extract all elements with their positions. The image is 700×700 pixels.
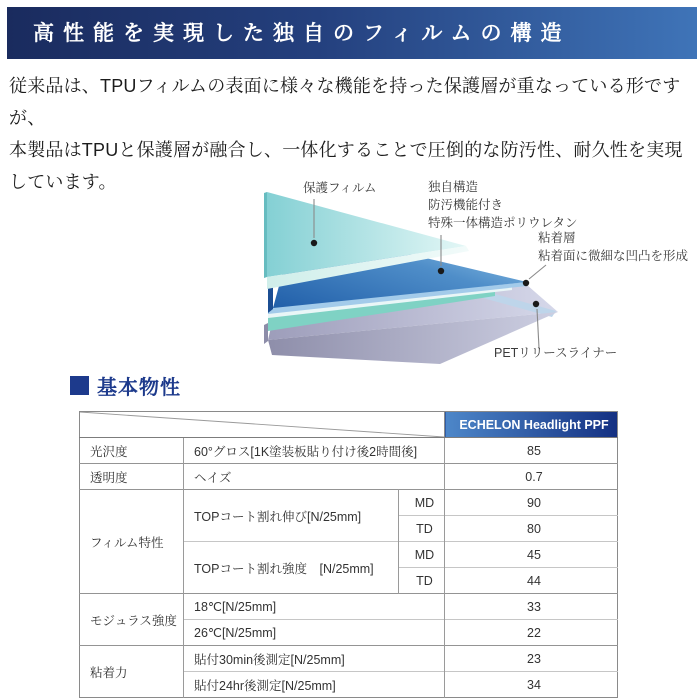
film-stack-diagram (0, 165, 700, 380)
spec-value-cell: 22 (445, 620, 618, 646)
spec-value-cell: 34 (445, 672, 618, 698)
label-protective-film: 保護フィルム (303, 181, 377, 195)
table-row (80, 646, 618, 672)
table-row (80, 490, 618, 516)
spec-value-cell: 45 (445, 542, 618, 568)
spec-sub-cell: MD (399, 542, 445, 568)
top-film-left-edge (264, 192, 267, 278)
spec-category-cell: 粘着力 (80, 646, 184, 698)
label-adhesive-line2: 粘着面に微細な凹凸を形成 (538, 249, 689, 263)
spec-item-cell: 26℃[N/25mm] (184, 620, 445, 646)
spec-value-cell: 33 (445, 594, 618, 620)
label-pet-liner: PETリリースライナー (494, 346, 618, 360)
spec-item-cell: 貼付30min後測定[N/25mm] (184, 646, 445, 672)
product-column-header: ECHELON Headlight PPF (445, 412, 618, 438)
spec-value-cell: 85 (445, 438, 618, 464)
spec-table (79, 411, 618, 698)
spec-item-cell: TOPコート割れ伸び[N/25mm] (184, 490, 399, 542)
spec-value-cell: 0.7 (445, 464, 618, 490)
callout-dot (438, 268, 444, 274)
section-heading (70, 371, 181, 400)
table-row (80, 438, 618, 464)
spec-sub-cell: MD (399, 490, 445, 516)
liner-left-edge (264, 323, 268, 344)
label-structure-line1: 独自構造 (428, 180, 479, 194)
spec-value-cell: 44 (445, 568, 618, 594)
diagonal-line (80, 412, 444, 437)
table-row (80, 594, 618, 620)
table-row (80, 464, 618, 490)
section-heading-label: 基本物性 (97, 377, 181, 399)
square-bullet-icon (70, 376, 89, 395)
label-structure-line3: 特殊一体構造ポリウレタン (428, 216, 578, 230)
callout-dot (533, 301, 539, 307)
spec-value-cell: 80 (445, 516, 618, 542)
section-banner-title: 高性能を実現した独自のフィルムの構造 (7, 7, 697, 59)
spec-item-cell: 貼付24hr後測定[N/25mm] (184, 672, 445, 698)
spec-item-cell: TOPコート割れ強度 [N/25mm] (184, 542, 399, 594)
spec-category-cell: 光沢度 (80, 438, 184, 464)
spec-category-cell: モジュラス強度 (80, 594, 184, 646)
callout-line (529, 265, 546, 279)
label-adhesive-line1: 粘着層 (538, 231, 576, 245)
callout-dot (311, 240, 317, 246)
label-structure-line2: 防汚機能付き (428, 198, 504, 212)
spec-category-cell: フィルム特性 (80, 490, 184, 594)
spec-item-cell: 18℃[N/25mm] (184, 594, 445, 620)
callout-dot (523, 280, 529, 286)
intro-line: 従来品は、TPUフィルムの表面に様々な機能を持った保護層が重なっている形ですが、 (9, 76, 681, 128)
spec-sub-cell: TD (399, 568, 445, 594)
table-header-row (80, 412, 618, 438)
spec-item-cell: ヘイズ (184, 464, 445, 490)
spec-item-cell: 60°グロス[1K塗装板貼り付け後2時間後] (184, 438, 445, 464)
spec-category-cell: 透明度 (80, 464, 184, 490)
intro-line: 本製品はTPUと保護層が融合し、一体化することで圧倒的な防汚性、耐久性を実現 (9, 140, 683, 160)
spec-sub-cell: TD (399, 516, 445, 542)
corner-cell (80, 412, 445, 438)
spec-value-cell: 90 (445, 490, 618, 516)
intro-line: しています。 (9, 172, 117, 192)
spec-value-cell: 23 (445, 646, 618, 672)
